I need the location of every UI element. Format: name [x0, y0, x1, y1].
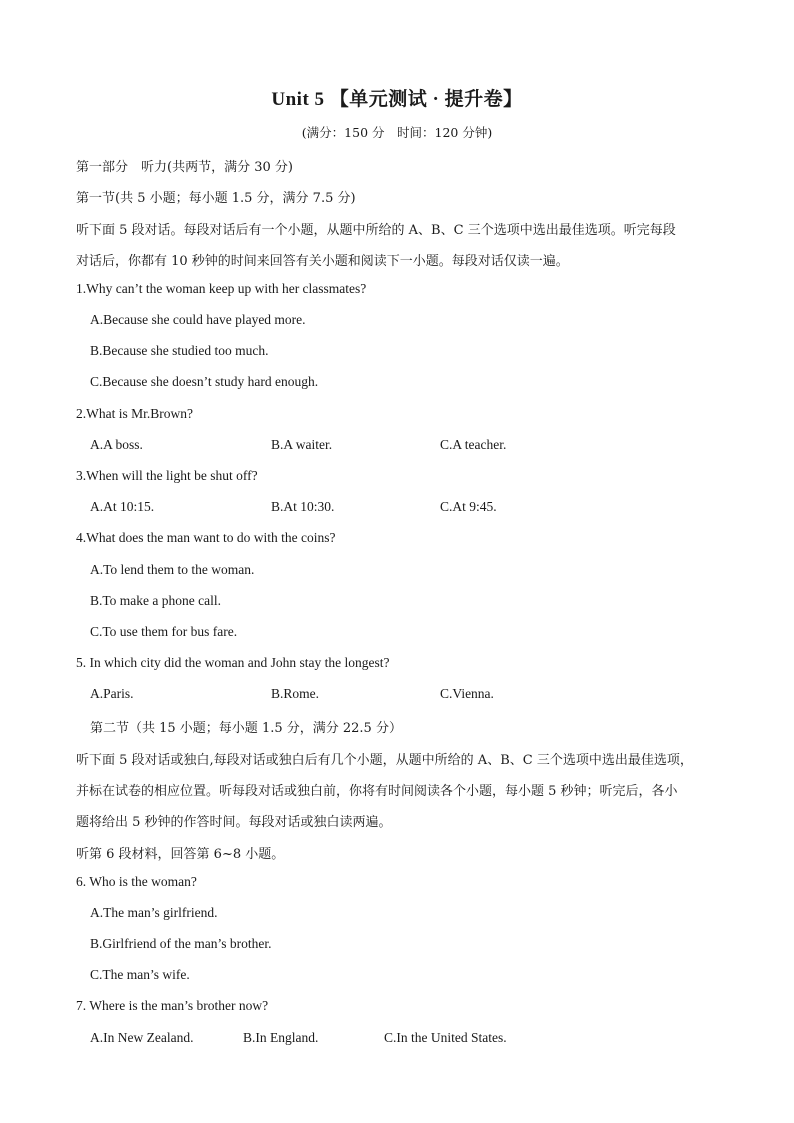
question-text: 2.What is Mr.Brown? [76, 406, 193, 421]
option-a: A.In New Zealand. [90, 1030, 194, 1045]
option-a: A.The man’s girlfriend. [90, 905, 218, 920]
option-b: B.In England. [243, 1030, 319, 1045]
option-b: B.Because she studied too much. [90, 343, 269, 358]
option-a: A.A boss. [90, 437, 143, 452]
option-c: C.At 9:45. [440, 499, 497, 514]
option-a: A.Paris. [90, 686, 134, 701]
question-text: 6. Who is the woman? [76, 874, 197, 889]
page-subtitle: (满分：150 分 时间：120 分钟) [301, 125, 493, 140]
option-b: B.Rome. [271, 686, 320, 701]
material-heading: 听第 6 段材料，回答第 6~8 小题。 [76, 847, 285, 862]
option-c: C.Vienna. [440, 686, 494, 701]
option-a: A.Because she could have played more. [90, 312, 306, 327]
option-b: B.Girlfriend of the man’s brother. [90, 936, 272, 951]
question-text: 3.When will the light be shut off? [76, 468, 258, 483]
option-c: C.Because she doesn’t study hard enough. [90, 374, 319, 389]
page-title: Unit 5 【单元测试 · 提升卷】 [271, 89, 523, 110]
option-b: B.A waiter. [271, 437, 333, 452]
question-text: 5. In which city did the woman and John stay the longest? [76, 655, 390, 670]
instruction-line: 听下面 5 段对话或独白,每段对话或独白后有几个小题，从题中所给的 A、B、C 三个选项中选出最佳选项， [76, 753, 693, 768]
question-text: 4.What does the man want to do with the coins? [76, 530, 336, 545]
option-b: B.To make a phone call. [90, 593, 222, 608]
option-a: A.To lend them to the woman. [90, 562, 255, 577]
instruction-line: 听下面 5 段对话。每段对话后有一个小题，从题中所给的 A、B、C 三个选项中选出最佳选项。听完每段 [76, 223, 676, 238]
option-c: C.A teacher. [440, 437, 507, 452]
option-c: C.The man’s wife. [90, 967, 190, 982]
option-a: A.At 10:15. [90, 499, 155, 514]
option-c: C.In the United States. [384, 1030, 507, 1045]
option-c: C.To use them for bus fare. [90, 624, 238, 639]
instruction-line: 对话后，你都有 10 秒钟的时间来回答有关小题和阅读下一小题。每段对话仅读一遍。 [76, 254, 569, 269]
instruction-line: 并标在试卷的相应位置。听每段对话或独白前，你将有时间阅读各个小题，每小题 5 秒钟；听完后，各小 [76, 784, 678, 799]
question-text: 1.Why can’t the woman keep up with her classmates? [76, 281, 367, 296]
section-heading: 第二节（共 15 小题；每小题 1.5 分，满分 22.5 分） [90, 721, 402, 736]
section-heading: 第一节(共 5 小题；每小题 1.5 分，满分 7.5 分) [76, 191, 356, 206]
question-text: 7. Where is the man’s brother now? [76, 998, 269, 1013]
part-heading: 第一部分 听力(共两节，满分 30 分) [76, 160, 293, 175]
option-b: B.At 10:30. [271, 499, 335, 514]
instruction-line: 题将给出 5 秒钟的作答时间。每段对话或独白读两遍。 [76, 815, 392, 830]
